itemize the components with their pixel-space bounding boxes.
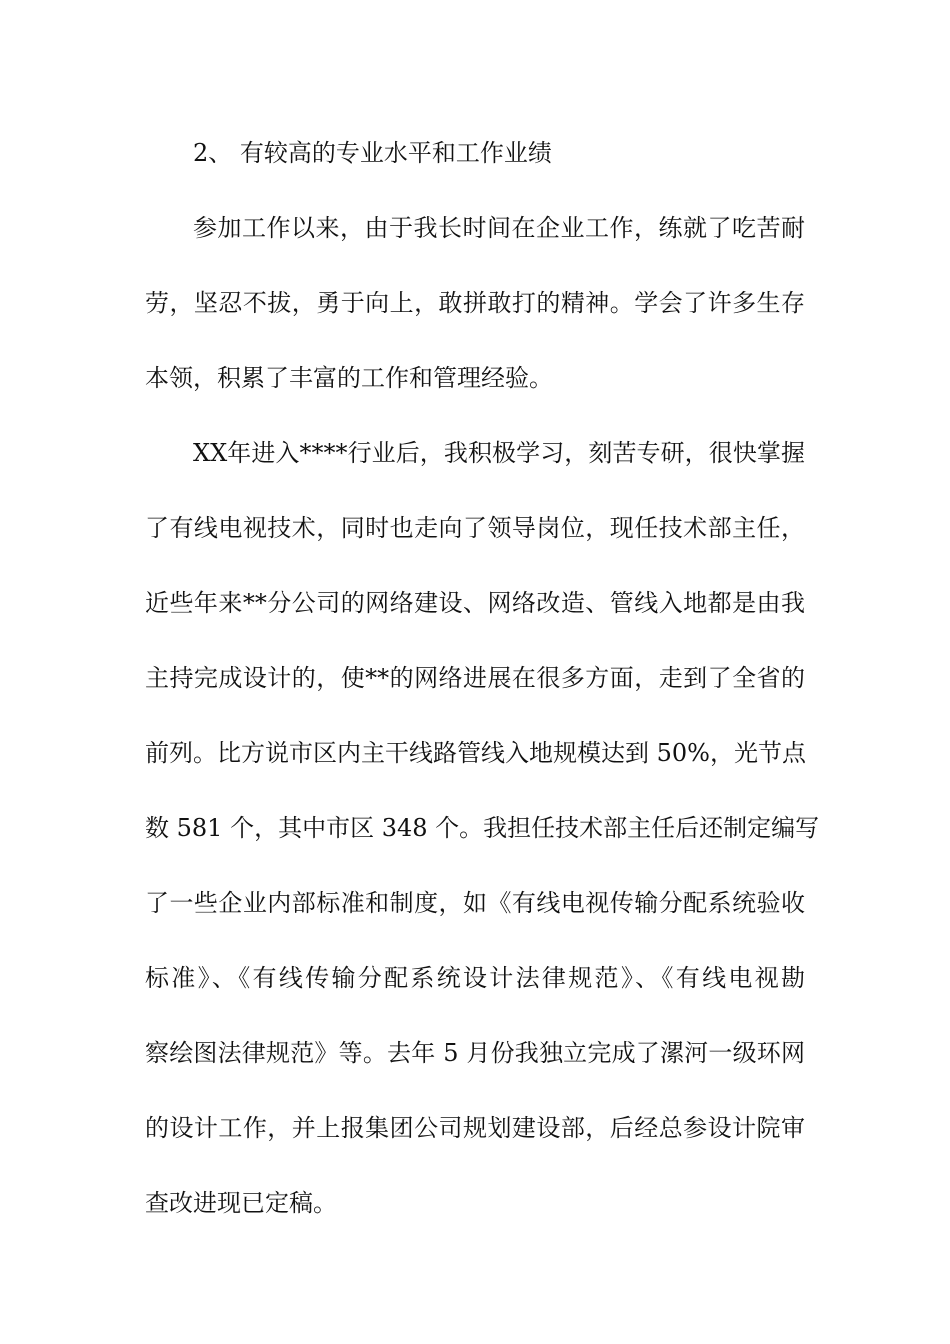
paragraph-line: 主持完成设计的，使**的网络进展在很多方面，走到了全省的 (145, 664, 805, 692)
paragraph-line: 近些年来**分公司的网络建设、网络改造、管线入地都是由我 (145, 589, 805, 617)
paragraph-line: 数 581 个，其中市区 348 个。我担任技术部主任后还制定编写 (145, 814, 820, 842)
paragraph-line: 了有线电视技术，同时也走向了领导岗位，现任技术部主任， (145, 514, 805, 542)
paragraph-line: 参加工作以来，由于我长时间在企业工作，练就了吃苦耐 (193, 214, 805, 242)
paragraph-line: 标准》、《有线传输分配系统设计法律规范》、《有线电视勘 (145, 964, 805, 992)
paragraph-line: 本领，积累了丰富的工作和管理经验。 (145, 364, 553, 392)
paragraph-line: 了一些企业内部标准和制度，如《有线电视传输分配系统验收 (145, 889, 805, 917)
paragraph-line: 前列。比方说市区内主干线路管线入地规模达到 50%，光节点 (145, 739, 806, 767)
paragraph-line: 的设计工作，并上报集团公司规划建设部，后经总参设计院审 (145, 1114, 805, 1142)
paragraph-line: 察绘图法律规范》等。去年 5 月份我独立完成了漯河一级环网 (145, 1039, 805, 1067)
paragraph-line: XX年进入****行业后，我积极学习，刻苦专研，很快掌握 (193, 439, 805, 467)
section-heading: 2、 有较高的专业水平和工作业绩 (193, 139, 552, 167)
paragraph-line: 劳，坚忍不拔，勇于向上，敢拼敢打的精神。学会了许多生存 (145, 289, 805, 317)
paragraph-line: 查改进现已定稿。 (145, 1189, 337, 1217)
